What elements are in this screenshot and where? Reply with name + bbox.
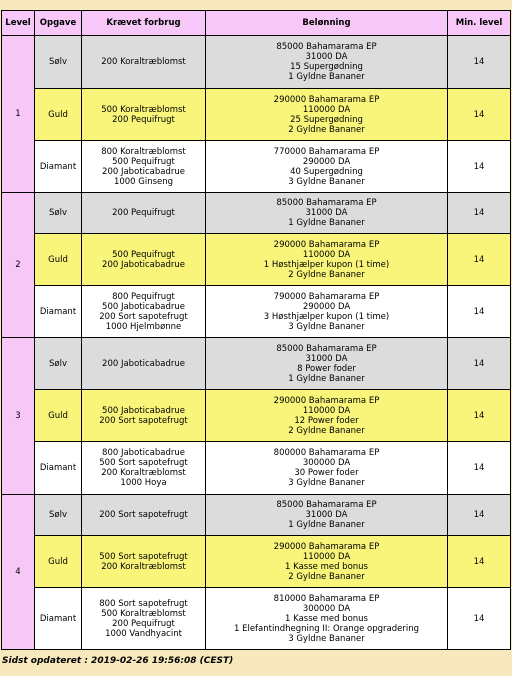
reward-line: 15 Supergødning (290, 62, 363, 72)
task-cell: Guld (35, 234, 82, 286)
table-row (2, 390, 511, 442)
required-line: 1000 Hoya (120, 478, 167, 488)
reward-cell (206, 390, 448, 442)
header-min-level: Min. level (448, 11, 511, 36)
task-cell: Sølv (35, 193, 82, 234)
task-cell: Guld (35, 390, 82, 442)
required-line: 200 Sort sapotefrugt (99, 415, 188, 426)
task-cell: Diamant (35, 141, 82, 193)
required-line: 800 Sort sapotefrugt (99, 598, 188, 609)
required-line: 200 Koraltræblomst (101, 57, 186, 67)
task-cell: Sølv (35, 338, 82, 390)
header-required: Krævet forbrug (82, 11, 206, 36)
reward-cell (206, 338, 448, 390)
required-line: 500 Jaboticabadrue (102, 405, 185, 416)
table-row (2, 36, 511, 89)
table-body (2, 36, 511, 650)
reward-cell (206, 89, 448, 141)
min-level-cell: 14 (448, 495, 511, 536)
required-line: 200 Jaboticabadrue (102, 358, 185, 369)
task-cell: Guld (35, 536, 82, 588)
required-cell (82, 234, 206, 286)
reward-line: 2 Gyldne Bananer (288, 425, 365, 436)
required-line: 200 Sort sapotefrugt (99, 510, 188, 520)
table-row (2, 588, 511, 650)
required-line: 500 Koraltræblomst (101, 104, 186, 115)
reward-line: 1 Gyldne Bananer (288, 218, 365, 228)
reward-line: 290000 Bahamarama EP (273, 94, 380, 105)
reward-line: 31000 DA (305, 208, 348, 218)
level-cell: 1 (2, 36, 35, 193)
reward-line: 40 Supergødning (290, 166, 363, 177)
reward-line: 3 Gyldne Bananer (288, 478, 365, 488)
min-level-cell: 14 (448, 193, 511, 234)
header-level: Level (2, 11, 35, 36)
reward-cell (206, 536, 448, 588)
required-cell (82, 338, 206, 390)
table-row (2, 536, 511, 588)
reward-line: 1 Kasse med bonus (285, 613, 368, 624)
min-level-cell: 14 (448, 141, 511, 193)
reward-line: 1 Kasse med bonus (285, 561, 368, 572)
reward-line: 31000 DA (305, 52, 348, 62)
table-row (2, 495, 511, 536)
table-row (2, 141, 511, 193)
reward-line: 290000 Bahamarama EP (273, 239, 380, 250)
required-line: 1000 Ginseng (113, 176, 174, 187)
required-cell (82, 536, 206, 588)
min-level-cell: 14 (448, 536, 511, 588)
required-cell (82, 588, 206, 650)
required-cell (82, 495, 206, 536)
required-line: 500 Koraltræblomst (101, 608, 186, 619)
required-line: 1000 Vandhyacint (105, 628, 182, 639)
required-cell (82, 442, 206, 495)
reward-line: 290000 DA (302, 156, 351, 167)
table-row (2, 338, 511, 390)
min-level-cell: 14 (448, 338, 511, 390)
reward-cell (206, 495, 448, 536)
level-cell: 3 (2, 338, 35, 495)
reward-line: 790000 Bahamarama EP (273, 291, 380, 302)
reward-cell (206, 588, 448, 650)
level-cell: 4 (2, 495, 35, 650)
reward-line: 110000 DA (302, 104, 351, 115)
task-cell: Sølv (35, 495, 82, 536)
task-cell: Diamant (35, 286, 82, 338)
reward-line: 1 Elefantindhegning II: Orange opgradering (233, 623, 420, 634)
required-line: 500 Jaboticabadrue (102, 301, 185, 312)
required-line: 200 Jaboticabadrue (102, 166, 185, 177)
required-cell (82, 286, 206, 338)
reward-cell (206, 234, 448, 286)
reward-line: 300000 DA (302, 458, 351, 468)
reward-line: 8 Power foder (297, 363, 356, 374)
required-line: 1000 Hjelmbønne (105, 321, 182, 332)
min-level-cell: 14 (448, 442, 511, 495)
required-cell (82, 390, 206, 442)
required-line: 500 Pequifrugt (112, 249, 175, 260)
table-row (2, 286, 511, 338)
reward-line: 85000 Bahamarama EP (276, 343, 377, 354)
reward-line: 290000 Bahamarama EP (273, 541, 380, 552)
last-updated: Sidst opdateret : 2019-02-26 19:56:08 (CEST) (2, 656, 234, 666)
reward-line: 12 Power foder (294, 415, 359, 426)
reward-line: 2 Gyldne Bananer (288, 124, 365, 135)
required-line: 200 Jaboticabadrue (102, 259, 185, 270)
task-cell: Sølv (35, 36, 82, 89)
task-cell: Diamant (35, 442, 82, 495)
table-row (2, 234, 511, 286)
required-line: 800 Pequifrugt (112, 291, 175, 302)
level-cell: 2 (2, 193, 35, 338)
reward-cell (206, 286, 448, 338)
required-cell (82, 141, 206, 193)
reward-line: 300000 DA (302, 603, 351, 614)
reward-line: 770000 Bahamarama EP (273, 146, 380, 157)
reward-line: 2 Gyldne Bananer (288, 571, 365, 582)
reward-cell (206, 36, 448, 89)
required-line: 800 Jaboticabadrue (102, 448, 185, 458)
required-line: 200 Pequifrugt (112, 114, 175, 125)
reward-line: 31000 DA (305, 353, 348, 364)
reward-line: 85000 Bahamarama EP (276, 500, 377, 510)
reward-line: 85000 Bahamarama EP (276, 42, 377, 52)
reward-line: 290000 Bahamarama EP (273, 395, 380, 406)
reward-line: 3 Gyldne Bananer (288, 633, 365, 644)
required-line: 200 Koraltræblomst (101, 468, 186, 478)
table-row (2, 193, 511, 234)
reward-line: 290000 DA (302, 301, 351, 312)
required-line: 200 Sort sapotefrugt (99, 311, 188, 322)
required-line: 200 Pequifrugt (112, 208, 175, 218)
reward-line: 110000 DA (302, 249, 351, 260)
min-level-cell: 14 (448, 588, 511, 650)
task-cell: Diamant (35, 588, 82, 650)
reward-line: 25 Supergødning (290, 114, 363, 125)
required-line: 500 Sort sapotefrugt (99, 458, 188, 468)
reward-line: 2 Gyldne Bananer (288, 269, 365, 280)
reward-line: 31000 DA (305, 510, 348, 520)
task-cell: Guld (35, 89, 82, 141)
required-line: 500 Sort sapotefrugt (99, 551, 188, 562)
table-row (2, 442, 511, 495)
reward-line: 3 Gyldne Bananer (288, 176, 365, 187)
reward-line: 1 Høsthjælper kupon (1 time) (263, 259, 390, 270)
reward-line: 810000 Bahamarama EP (273, 593, 380, 604)
required-line: 500 Pequifrugt (112, 156, 175, 167)
reward-cell (206, 442, 448, 495)
min-level-cell: 14 (448, 36, 511, 89)
min-level-cell: 14 (448, 89, 511, 141)
required-cell (82, 36, 206, 89)
reward-line: 110000 DA (302, 551, 351, 562)
required-cell (82, 89, 206, 141)
reward-line: 1 Gyldne Bananer (288, 72, 365, 82)
quest-table (1, 10, 511, 650)
reward-cell (206, 141, 448, 193)
reward-line: 1 Gyldne Bananer (288, 373, 365, 384)
required-line: 200 Pequifrugt (112, 618, 175, 629)
reward-line: 110000 DA (302, 405, 351, 416)
required-line: 800 Koraltræblomst (101, 146, 186, 157)
reward-line: 30 Power foder (294, 468, 359, 478)
reward-cell (206, 193, 448, 234)
reward-line: 85000 Bahamarama EP (276, 198, 377, 208)
required-line: 200 Koraltræblomst (101, 561, 186, 572)
reward-line: 800000 Bahamarama EP (273, 448, 380, 458)
header-row (2, 11, 511, 36)
header-task: Opgave (35, 11, 82, 36)
min-level-cell: 14 (448, 234, 511, 286)
min-level-cell: 14 (448, 390, 511, 442)
header-reward: Belønning (206, 11, 448, 36)
min-level-cell: 14 (448, 286, 511, 338)
reward-line: 1 Gyldne Bananer (288, 520, 365, 530)
reward-line: 3 Høsthjælper kupon (1 time) (263, 311, 390, 322)
reward-line: 3 Gyldne Bananer (288, 321, 365, 332)
table-row (2, 89, 511, 141)
required-cell (82, 193, 206, 234)
